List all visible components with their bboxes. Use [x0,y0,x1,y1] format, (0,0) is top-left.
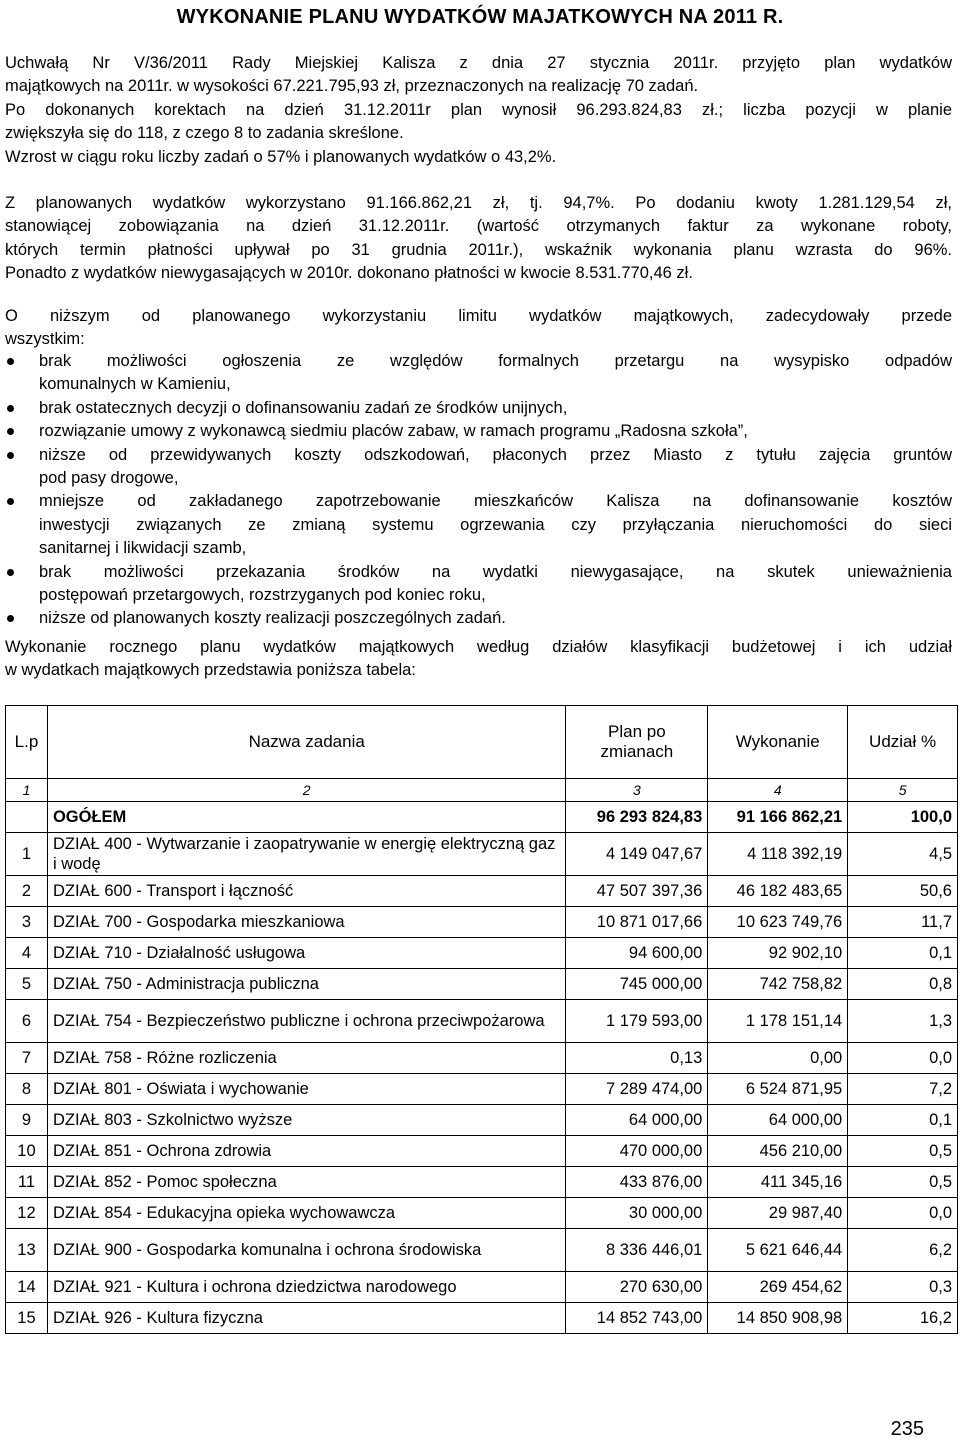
row-share: 11,7 [848,907,958,938]
row-share: 0,0 [848,1198,958,1229]
row-plan: 0,13 [566,1043,708,1074]
row-lp: 1 [6,833,48,876]
row-exec: 456 210,00 [708,1136,848,1167]
row-exec: 10 623 749,76 [708,907,848,938]
page-title: WYKONANIE PLANU WYDATKÓW MAJATKOWYCH NA 2011 R. [176,6,784,28]
row-lp: 5 [6,969,48,1000]
col-header-share: Udział % [848,706,958,779]
col-header-plan: Plan po zmianach [566,706,708,779]
table-row [6,1198,958,1229]
text-line: mniejsze od zakładanego zapotrzebowanie mieszkańców Kalisza na dofinansowanie kosztów [39,492,952,511]
text-line: majątkowych na 2011r. w wysokości 67.221.795,93 zł, przeznaczonych na realizację 70 zadań. [5,77,699,96]
table-row [6,1229,958,1272]
text-line: zwiększyła się do 118, z czego 8 to zadania skreślone. [5,124,404,143]
text-line: rozwiązanie umowy z wykonawcą siedmiu placów zabaw, w ramach programu „Radosna szkoła”, [39,422,748,441]
table-row [6,938,958,969]
text-line: wszystkim: [5,330,85,349]
page-number: 235 [890,1418,924,1440]
row-exec: 29 987,40 [708,1198,848,1229]
text-line: Po dokonanych korektach na dzień 31.12.2011r plan wynosił 96.293.824,83 zł.; liczba pozycji w planie [5,100,952,119]
bullet-icon [7,428,14,435]
row-name: DZIAŁ 803 - Szkolnictwo wyższe [47,1105,565,1136]
row-share: 0,1 [848,938,958,969]
text-line: niższe od planowanych koszty realizacji poszczególnych zadań. [39,609,506,628]
total-exec: 91 166 862,21 [708,802,848,833]
row-share: 0,1 [848,1105,958,1136]
row-plan: 10 871 017,66 [566,907,708,938]
bullet-icon [7,498,14,505]
row-exec: 269 454,62 [708,1272,848,1303]
text-line: komunalnych w Kamieniu, [39,375,231,394]
row-share: 6,2 [848,1229,958,1272]
text-line: stanowiącej zobowiązania na dzień 31.12.2011r. (wartość otrzymanych faktur za wykonane roboty, [5,217,952,236]
column-number: 1 [6,779,48,802]
row-name: DZIAŁ 750 - Administracja publiczna [47,969,565,1000]
row-exec: 4 118 392,19 [708,833,848,876]
text-line: Ponadto z wydatków niewygasających w 2010r. dokonano płatności w kwocie 8.531.770,46 zł. [5,264,693,283]
text-line: brak ostatecznych decyzji o dofinansowaniu zadań ze środków unijnych, [39,398,568,417]
table-row [6,1000,958,1043]
row-lp: 12 [6,1198,48,1229]
row-name: DZIAŁ 600 - Transport i łączność [47,876,565,907]
row-exec: 14 850 908,98 [708,1303,848,1334]
list-item [5,444,952,491]
list-item [5,350,952,397]
row-share: 7,2 [848,1074,958,1105]
row-plan: 4 149 047,67 [566,833,708,876]
row-share: 0,5 [848,1136,958,1167]
row-name: DZIAŁ 710 - Działalność usługowa [47,938,565,969]
row-plan: 47 507 397,36 [566,876,708,907]
row-share: 50,6 [848,876,958,907]
row-lp: 2 [6,876,48,907]
row-lp: 4 [6,938,48,969]
row-exec: 411 345,16 [708,1167,848,1198]
row-exec: 5 621 646,44 [708,1229,848,1272]
row-lp: 15 [6,1303,48,1334]
table-body [6,833,958,1334]
row-lp: 11 [6,1167,48,1198]
text-line: Wzrost w ciągu roku liczby zadań o 57% i planowanych wydatków o 43,2%. [5,147,557,166]
list-item [5,397,952,420]
text-line: Z planowanych wydatków wykorzystano 91.166.862,21 zł, tj. 94,7%. Po dodaniu kwoty 1.281.129,54 zł, [5,194,952,212]
row-exec: 1 178 151,14 [708,1000,848,1043]
row-plan: 745 000,00 [566,969,708,1000]
column-number: 2 [47,779,565,802]
table-header-row [6,706,958,779]
table-row [6,1136,958,1167]
text-line: brak możliwości przekazania środków na wydatki niewygasające, na skutek unieważnienia [39,562,952,581]
row-name: DZIAŁ 926 - Kultura fizyczna [47,1303,565,1334]
text-line: postępowań przetargowych, rozstrzyganych pod koniec roku, [39,586,486,605]
table-row [6,1303,958,1334]
bullet-icon [7,405,14,412]
row-name: DZIAŁ 400 - Wytwarzanie i zaopatrywanie w energię elektryczną gaz i wodę [47,833,565,876]
text-line: pod pasy drogowe, [39,469,179,488]
table-row [6,1272,958,1303]
total-lp [6,802,48,833]
bullet-icon [7,569,14,576]
row-lp: 6 [6,1000,48,1043]
col-header-exec: Wykonanie [708,706,848,779]
text-line: niższe od przewidywanych koszty odszkodowań, płaconych przez Miasto z tytułu zajęcia gruntów [39,445,952,464]
row-plan: 270 630,00 [566,1272,708,1303]
row-plan: 14 852 743,00 [566,1303,708,1334]
row-name: DZIAŁ 851 - Ochrona zdrowia [47,1136,565,1167]
row-lp: 10 [6,1136,48,1167]
table-intro [5,636,952,683]
row-lp: 14 [6,1272,48,1303]
row-share: 0,5 [848,1167,958,1198]
row-exec: 0,00 [708,1043,848,1074]
row-plan: 1 179 593,00 [566,1000,708,1043]
text-line: brak możliwości ogłoszenia ze względów formalnych przetargu na wysypisko odpadów [39,352,952,370]
row-name: DZIAŁ 754 - Bezpieczeństwo publiczne i ochrona przeciwpożarowa [47,1000,565,1043]
intro-paragraph [5,52,952,169]
row-plan: 470 000,00 [566,1136,708,1167]
total-plan: 96 293 824,83 [566,802,708,833]
reasons-intro [5,305,952,352]
column-number-row [6,779,958,802]
text-line: O niższym od planowanego wykorzystaniu limitu wydatków majątkowych, zadecydowały przede [5,307,952,325]
row-lp: 3 [6,907,48,938]
row-share: 0,8 [848,969,958,1000]
list-item [5,561,952,608]
row-plan: 433 876,00 [566,1167,708,1198]
col-header-name: Nazwa zadania [47,706,565,779]
row-exec: 46 182 483,65 [708,876,848,907]
row-lp: 7 [6,1043,48,1074]
list-item [5,490,952,560]
row-plan: 64 000,00 [566,1105,708,1136]
row-plan: 8 336 446,01 [566,1229,708,1272]
row-lp: 13 [6,1229,48,1272]
row-exec: 92 902,10 [708,938,848,969]
row-name: DZIAŁ 758 - Różne rozliczenia [47,1043,565,1074]
text-line: inwestycji związanych ze zmianą systemu ogrzewania czy przyłączania nieruchomości do sieci [39,515,952,534]
row-name: DZIAŁ 700 - Gospodarka mieszkaniowa [47,907,565,938]
text-line: w wydatkach majątkowych przedstawia poniższa tabela: [5,661,416,680]
row-name: DZIAŁ 854 - Edukacyjna opieka wychowawcza [47,1198,565,1229]
row-share: 16,2 [848,1303,958,1334]
total-name: OGÓŁEM [47,802,565,833]
column-number: 3 [566,779,708,802]
reasons-list [5,350,952,631]
row-share: 0,3 [848,1272,958,1303]
table-row [6,1043,958,1074]
bullet-icon [7,358,14,365]
text-line: których termin płatności upływał po 31 grudnia 2011r.), wskaźnik wykonania planu wzrasta do 96%. [5,240,952,259]
bullet-icon [7,615,14,622]
table-row [6,876,958,907]
list-item [5,420,952,443]
table-row [6,833,958,876]
column-number: 5 [848,779,958,802]
text-line: Uchwałą Nr V/36/2011 Rady Miejskiej Kalisza z dnia 27 stycznia 2011r. przyjęto plan wydatków [5,54,952,72]
row-plan: 94 600,00 [566,938,708,969]
row-share: 4,5 [848,833,958,876]
table-row [6,1074,958,1105]
bullet-icon [7,452,14,459]
table-row [6,1167,958,1198]
table-row [6,907,958,938]
column-number: 4 [708,779,848,802]
row-name: DZIAŁ 801 - Oświata i wychowanie [47,1074,565,1105]
total-share: 100,0 [848,802,958,833]
row-name: DZIAŁ 921 - Kultura i ochrona dziedzictwa narodowego [47,1272,565,1303]
row-lp: 9 [6,1105,48,1136]
row-plan: 7 289 474,00 [566,1074,708,1105]
row-name: DZIAŁ 900 - Gospodarka komunalna i ochrona środowiska [47,1229,565,1272]
text-line: Wykonanie rocznego planu wydatków majątkowych według działów klasyfikacji budżetowej i ich udział [5,638,952,656]
text-line: sanitarnej i likwidacji szamb, [39,539,247,558]
budget-table [5,705,958,1334]
table-row [6,969,958,1000]
row-exec: 64 000,00 [708,1105,848,1136]
list-item [5,607,952,630]
row-share: 1,3 [848,1000,958,1043]
row-share: 0,0 [848,1043,958,1074]
col-header-lp: L.p [6,706,48,779]
execution-paragraph [5,192,952,286]
row-name: DZIAŁ 852 - Pomoc społeczna [47,1167,565,1198]
row-exec: 6 524 871,95 [708,1074,848,1105]
row-lp: 8 [6,1074,48,1105]
row-plan: 30 000,00 [566,1198,708,1229]
row-exec: 742 758,82 [708,969,848,1000]
total-row [6,802,958,833]
table-row [6,1105,958,1136]
